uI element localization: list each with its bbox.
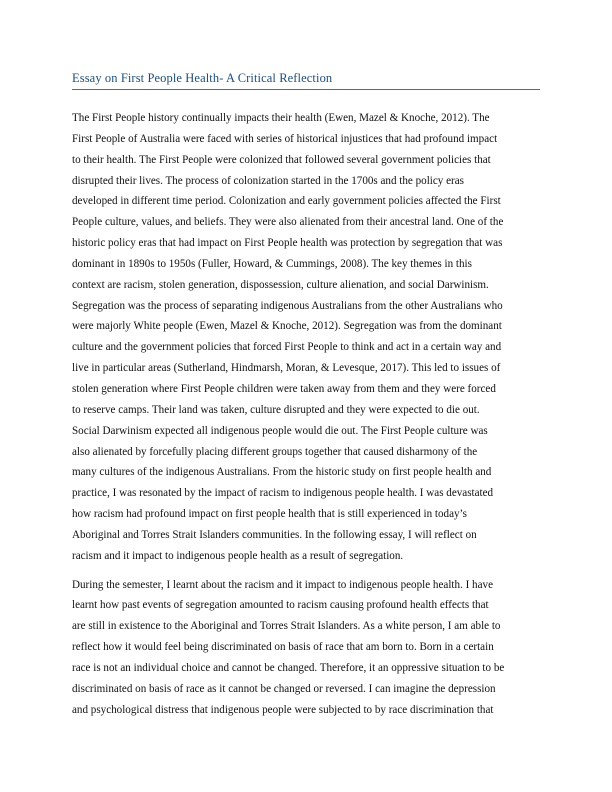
- text-line: were majorly White people (Ewen, Mazel & Knoche, 2012). Segregation was from the dominant: [72, 320, 502, 333]
- text-line: practice, I was resonated by the impact of racism to indigenous people health. I was devastated: [72, 487, 494, 500]
- text-line: discriminated on basis of race as it cannot be changed or reversed. I can imagine the depression: [72, 682, 496, 695]
- text-line: how racism had profound impact on first people health that is still experienced in today’s: [72, 508, 467, 521]
- text-line: Social Darwinism expected all indigenous people would die out. The First People culture was: [72, 424, 488, 437]
- header-title: Essay on First People Health- A Critical Reflection: [72, 71, 333, 85]
- text-line: to their health. The First People were colonized that followed several government policies that: [72, 153, 491, 166]
- page-header: [72, 70, 540, 90]
- text-line: culture and the government policies that forced First People to think and act in a certain way and: [72, 341, 502, 354]
- text-line: dominant in 1890s to 1950s (Fuller, Howard, & Cummings, 2008). The key themes in this: [72, 257, 472, 270]
- paragraph-intro: [72, 108, 542, 567]
- text-line: People culture, values, and beliefs. They were also alienated from their ancestral land. One of the: [72, 216, 504, 229]
- text-line: historic policy eras that had impact on First People health was protection by segregation that was: [72, 237, 503, 250]
- text-line: to reserve camps. Their land was taken, culture disrupted and they were expected to die out.: [72, 403, 480, 416]
- text-line: Aboriginal and Torres Strait Islanders communities. In the following essay, I will reflect on: [72, 528, 477, 541]
- text-line: race is not an individual choice and cannot be changed. Therefore, it an oppressive situation to be: [72, 661, 505, 674]
- text-line: learnt how past events of segregation amounted to racism causing profound health effects that: [72, 599, 489, 612]
- text-line: many cultures of the indigenous Australians. From the historic study on first people health and: [72, 466, 492, 479]
- text-line: are still in existence to the Aboriginal and Torres Strait Islanders. As a white person, I am able to: [72, 620, 501, 633]
- text-line: developed in different time period. Colonization and early government policies affected the First: [72, 195, 501, 208]
- text-line: racism and it impact to indigenous people health as a result of segregation.: [72, 549, 404, 562]
- text-line: context are racism, stolen generation, dispossession, culture alienation, and social Darwinism.: [72, 278, 489, 291]
- text-line: reflect how it would feel being discriminated on basis of race that am born to. Born in a certain: [72, 641, 494, 654]
- text-line: live in particular areas (Sutherland, Hindmarsh, Moran, & Levesque, 2017). This led to issues of: [72, 362, 501, 375]
- text-line: Segregation was the process of separating indigenous Australians from the other Australians who: [72, 299, 503, 312]
- text-line: First People of Australia were faced with series of historical injustices that had profound impact: [72, 132, 498, 145]
- text-line: The First People history continually impacts their health (Ewen, Mazel & Knoche, 2012). The: [72, 112, 490, 124]
- paragraph-reflection: [72, 575, 542, 721]
- essay-body: [72, 108, 542, 728]
- text-line: disrupted their lives. The process of colonization started in the 1700s and the policy eras: [72, 174, 464, 187]
- text-line: and psychological distress that indigenous people were subjected to by race discrimination that: [72, 703, 494, 716]
- text-line: During the semester, I learnt about the racism and it impact to indigenous people health. I have: [72, 578, 493, 591]
- text-line: also alienated by forcefully placing different groups together that caused disharmony of the: [72, 445, 478, 458]
- text-line: stolen generation where First People children were taken away from them and they were forced: [72, 382, 496, 395]
